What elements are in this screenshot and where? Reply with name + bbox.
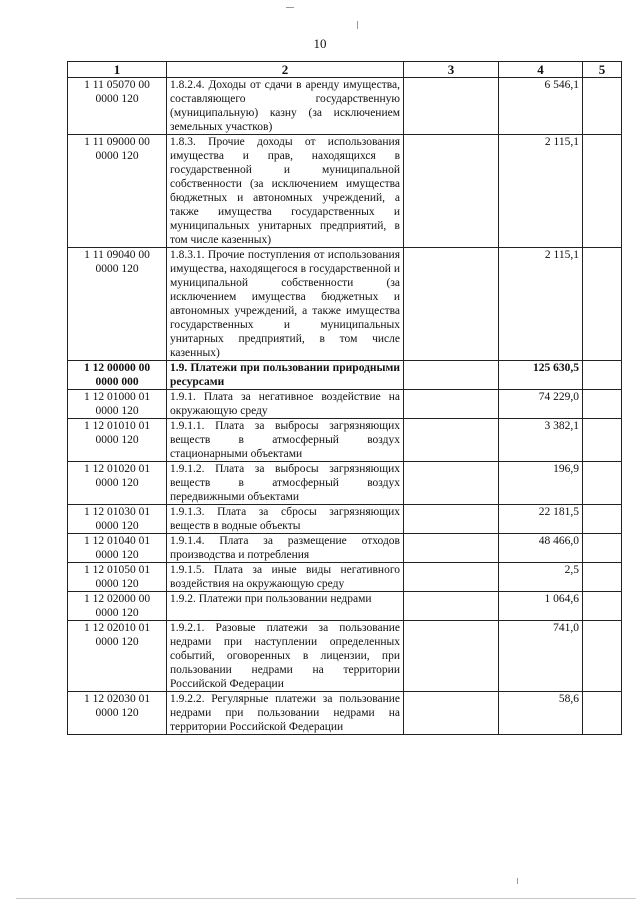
budget-table xyxy=(67,61,622,735)
table-row xyxy=(68,534,622,563)
name-cell: 1.9.1.4. Плата за размещение отходов производства и потребления xyxy=(167,534,404,563)
name-cell: 1.9.2.1. Разовые платежи за пользование недрами при наступлении определенных событий, оговоренных в лицензии, при пользовании недрами на территории Российской Федерации xyxy=(167,621,404,692)
table-body xyxy=(68,78,622,735)
name-cell: 1.9.2.2. Регулярные платежи за пользование недрами при пользовании недрами на территории Российской Федерации xyxy=(167,692,404,735)
empty-cell xyxy=(404,361,499,390)
empty-cell xyxy=(404,419,499,462)
amount-cell: 58,6 xyxy=(499,692,583,735)
empty-cell xyxy=(404,135,499,248)
code-cell: 1 12 00000 00 0000 000 xyxy=(68,361,167,390)
scan-mark xyxy=(517,878,518,884)
name-cell: 1.9. Платежи при пользовании природными ресурсами xyxy=(167,361,404,390)
table-row xyxy=(68,361,622,390)
empty-cell xyxy=(404,505,499,534)
empty-cell xyxy=(583,419,622,462)
name-cell: 1.8.3.1. Прочие поступления от использования имущества, находящегося в государственной и муниципальной собственности (за исключением имущества бюджетных и автономных учреждений, а также имущества государственных и муниципальных унитарных предприятий, в том числе казенных) xyxy=(167,248,404,361)
table-row xyxy=(68,419,622,462)
code-cell: 1 12 02000 00 0000 120 xyxy=(68,592,167,621)
empty-cell xyxy=(404,248,499,361)
code-cell: 1 12 01010 01 0000 120 xyxy=(68,419,167,462)
scan-mark xyxy=(16,898,636,899)
amount-cell: 6 546,1 xyxy=(499,78,583,135)
empty-cell xyxy=(583,621,622,692)
empty-cell xyxy=(583,592,622,621)
amount-cell: 22 181,5 xyxy=(499,505,583,534)
table-row xyxy=(68,592,622,621)
table-row xyxy=(68,78,622,135)
amount-cell: 48 466,0 xyxy=(499,534,583,563)
empty-cell xyxy=(583,462,622,505)
empty-cell xyxy=(404,621,499,692)
scan-mark xyxy=(286,7,294,8)
amount-cell: 3 382,1 xyxy=(499,419,583,462)
page-number: 10 xyxy=(313,36,327,51)
name-cell: 1.9.2. Платежи при пользовании недрами xyxy=(167,592,404,621)
name-cell: 1.9.1.5. Плата за иные виды негативного воздействия на окружающую среду xyxy=(167,563,404,592)
empty-cell xyxy=(583,78,622,135)
table-row xyxy=(68,505,622,534)
code-cell: 1 12 02030 01 0000 120 xyxy=(68,692,167,735)
code-cell: 1 12 01040 01 0000 120 xyxy=(68,534,167,563)
table-row xyxy=(68,462,622,505)
column-header-5: 5 xyxy=(583,62,622,78)
scan-mark xyxy=(357,21,358,29)
empty-cell xyxy=(583,692,622,735)
column-header-1: 1 xyxy=(68,62,167,78)
name-cell: 1.8.3. Прочие доходы от использования имущества и прав, находящихся в государственной и муниципальной собственности (за исключением имущества бюджетных и автономных учреждений, а также имущества государственных и муниципальных унитарных предприятий, в том числе казенных) xyxy=(167,135,404,248)
empty-cell xyxy=(404,592,499,621)
empty-cell xyxy=(583,505,622,534)
code-cell: 1 11 09040 00 0000 120 xyxy=(68,248,167,361)
column-header-3: 3 xyxy=(404,62,499,78)
name-cell: 1.9.1. Плата за негативное воздействие на окружающую среду xyxy=(167,390,404,419)
code-cell: 1 12 01050 01 0000 120 xyxy=(68,563,167,592)
column-header-4: 4 xyxy=(499,62,583,78)
name-cell: 1.9.1.3. Плата за сбросы загрязняющих веществ в водные объекты xyxy=(167,505,404,534)
code-cell: 1 11 05070 00 0000 120 xyxy=(68,78,167,135)
amount-cell: 1 064,6 xyxy=(499,592,583,621)
empty-cell xyxy=(404,534,499,563)
amount-cell: 125 630,5 xyxy=(499,361,583,390)
table-row xyxy=(68,692,622,735)
code-cell: 1 12 02010 01 0000 120 xyxy=(68,621,167,692)
name-cell: 1.8.2.4. Доходы от сдачи в аренду имущества, составляющего государственную (муниципальную) казну (за исключением земельных участков) xyxy=(167,78,404,135)
table-row xyxy=(68,390,622,419)
code-cell: 1 12 01030 01 0000 120 xyxy=(68,505,167,534)
empty-cell xyxy=(404,390,499,419)
column-header-2: 2 xyxy=(167,62,404,78)
amount-cell: 2 115,1 xyxy=(499,135,583,248)
table-row xyxy=(68,248,622,361)
table-row xyxy=(68,621,622,692)
empty-cell xyxy=(583,248,622,361)
amount-cell: 2 115,1 xyxy=(499,248,583,361)
name-cell: 1.9.1.2. Плата за выбросы загрязняющих веществ в атмосферный воздух передвижными объектами xyxy=(167,462,404,505)
empty-cell xyxy=(583,534,622,563)
empty-cell xyxy=(404,692,499,735)
empty-cell xyxy=(404,563,499,592)
empty-cell xyxy=(583,135,622,248)
name-cell: 1.9.1.1. Плата за выбросы загрязняющих веществ в атмосферный воздух стационарными объектами xyxy=(167,419,404,462)
amount-cell: 2,5 xyxy=(499,563,583,592)
header-row xyxy=(68,62,622,78)
amount-cell: 741,0 xyxy=(499,621,583,692)
code-cell: 1 12 01000 01 0000 120 xyxy=(68,390,167,419)
empty-cell xyxy=(583,390,622,419)
empty-cell xyxy=(404,462,499,505)
empty-cell xyxy=(583,361,622,390)
empty-cell xyxy=(583,563,622,592)
table-row xyxy=(68,135,622,248)
empty-cell xyxy=(404,78,499,135)
code-cell: 1 12 01020 01 0000 120 xyxy=(68,462,167,505)
amount-cell: 196,9 xyxy=(499,462,583,505)
code-cell: 1 11 09000 00 0000 120 xyxy=(68,135,167,248)
amount-cell: 74 229,0 xyxy=(499,390,583,419)
table-row xyxy=(68,563,622,592)
